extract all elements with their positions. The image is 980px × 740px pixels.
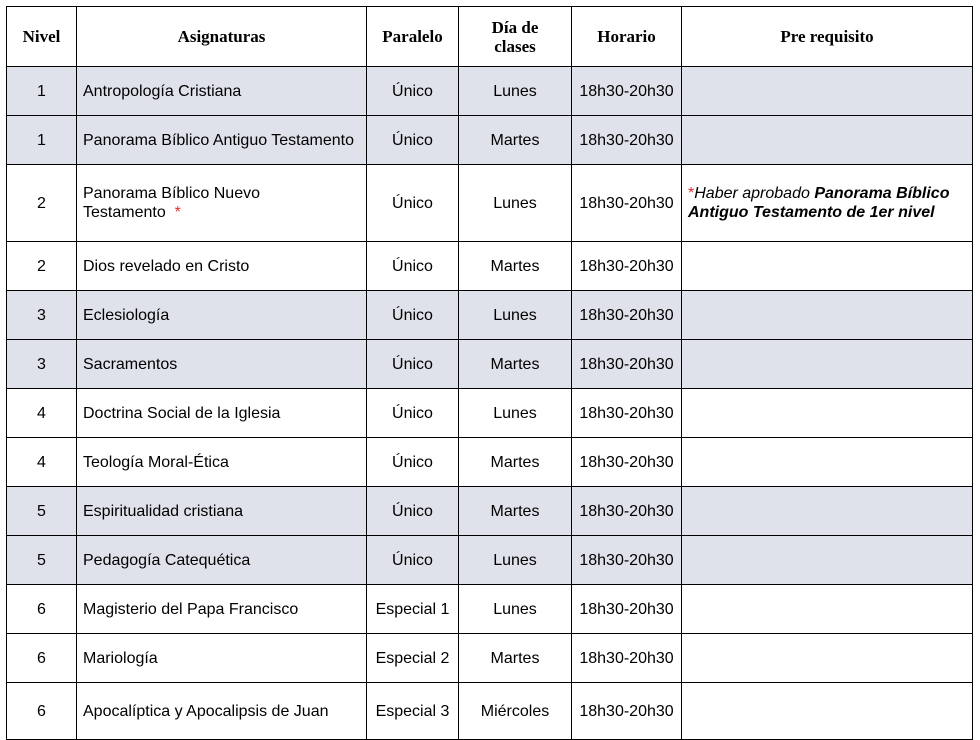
header-prerequisito: Pre requisito [682,7,973,67]
dia-cell: Martes [459,340,572,389]
dia-cell: Lunes [459,536,572,585]
table-row [7,438,973,487]
asignatura-text: Mariología [83,649,158,667]
table-row [7,242,973,291]
paralelo-cell: Único [367,438,459,487]
horario-cell: 18h30-20h30 [572,165,682,242]
nivel-cell: 6 [7,585,77,634]
header-dia-de-clases [459,7,572,67]
asignatura-text: Panorama Bíblico Nuevo Testamento [83,185,260,221]
table-row [7,536,973,585]
nivel-cell: 1 [7,116,77,165]
nivel-cell: 4 [7,438,77,487]
header-row [7,7,973,67]
header-dia-line2: clases [494,36,536,56]
asignatura-cell [77,683,367,740]
dia-cell: Lunes [459,67,572,116]
schedule-table [6,6,973,740]
asignatura-text: Eclesiología [83,306,170,324]
horario-cell: 18h30-20h30 [572,683,682,740]
paralelo-cell: Especial 2 [367,634,459,683]
paralelo-cell: Especial 3 [367,683,459,740]
table-row [7,389,973,438]
asterisk-marker: * [688,185,695,202]
paralelo-cell: Único [367,242,459,291]
nivel-cell: 5 [7,487,77,536]
asignatura-cell [77,389,367,438]
asignatura-text: Teología Moral-Ética [83,453,229,471]
header-paralelo: Paralelo [367,7,459,67]
prerequisito-cell [682,634,973,683]
table-row [7,487,973,536]
prerequisito-course: Panorama Bíblico Antiguo Testamento de 1er nivel [688,185,950,221]
horario-cell: 18h30-20h30 [572,67,682,116]
paralelo-cell: Único [367,67,459,116]
horario-cell: 18h30-20h30 [572,438,682,487]
asignatura-text: Espiritualidad cristiana [83,502,244,520]
table-body [7,67,973,740]
asignatura-text: Magisterio del Papa Francisco [83,600,299,618]
nivel-cell: 5 [7,536,77,585]
nivel-cell: 2 [7,165,77,242]
header-nivel: Nivel [7,7,77,67]
dia-cell: Martes [459,487,572,536]
prerequisito-cell [682,242,973,291]
asterisk-marker: * [174,204,181,221]
asignatura-cell [77,585,367,634]
dia-cell: Lunes [459,291,572,340]
asignatura-cell [77,634,367,683]
paralelo-cell: Único [367,487,459,536]
header-asignaturas: Asignaturas [77,7,367,67]
horario-cell: 18h30-20h30 [572,242,682,291]
horario-cell: 18h30-20h30 [572,291,682,340]
asignatura-text: Pedagogía Catequética [83,551,251,569]
header-horario: Horario [572,7,682,67]
table-row [7,116,973,165]
asignatura-cell [77,438,367,487]
dia-cell: Miércoles [459,683,572,740]
dia-cell: Martes [459,634,572,683]
prerequisito-cell [682,585,973,634]
dia-cell: Martes [459,242,572,291]
table-row [7,165,973,242]
table-row [7,291,973,340]
table-header [7,7,973,67]
horario-cell: 18h30-20h30 [572,389,682,438]
table-row [7,585,973,634]
paralelo-cell: Único [367,165,459,242]
paralelo-cell: Único [367,291,459,340]
table-row [7,340,973,389]
nivel-cell: 6 [7,683,77,740]
asignatura-cell [77,291,367,340]
asignatura-text: Antropología Cristiana [83,82,242,100]
prerequisito-cell [682,340,973,389]
asignatura-text: Doctrina Social de la Iglesia [83,404,281,422]
schedule-wrapper [6,6,973,740]
paralelo-cell: Único [367,389,459,438]
prerequisito-cell [682,116,973,165]
prerequisito-cell [682,536,973,585]
asignatura-cell [77,165,367,242]
dia-cell: Martes [459,116,572,165]
paralelo-cell: Único [367,536,459,585]
nivel-cell: 3 [7,340,77,389]
asignatura-cell [77,242,367,291]
horario-cell: 18h30-20h30 [572,585,682,634]
table-row [7,67,973,116]
asignatura-cell [77,340,367,389]
table-row [7,634,973,683]
prerequisito-cell [682,389,973,438]
prerequisito-cell [682,438,973,487]
asignatura-cell [77,487,367,536]
asignatura-cell [77,67,367,116]
horario-cell: 18h30-20h30 [572,634,682,683]
prerequisito-cell [682,487,973,536]
prerequisito-cell [682,165,973,242]
horario-cell: 18h30-20h30 [572,536,682,585]
prerequisito-prefix: Haber aprobado [694,185,815,202]
nivel-cell: 1 [7,67,77,116]
paralelo-cell: Único [367,340,459,389]
prerequisito-cell [682,67,973,116]
horario-cell: 18h30-20h30 [572,340,682,389]
horario-cell: 18h30-20h30 [572,116,682,165]
prerequisito-cell [682,683,973,740]
asignatura-cell [77,536,367,585]
table-row [7,683,973,740]
paralelo-cell: Único [367,116,459,165]
horario-cell: 18h30-20h30 [572,487,682,536]
asignatura-cell [77,116,367,165]
nivel-cell: 2 [7,242,77,291]
nivel-cell: 3 [7,291,77,340]
dia-cell: Lunes [459,585,572,634]
dia-cell: Lunes [459,389,572,438]
dia-cell: Lunes [459,165,572,242]
paralelo-cell: Especial 1 [367,585,459,634]
asignatura-text: Apocalíptica y Apocalipsis de Juan [83,702,329,720]
prerequisito-cell [682,291,973,340]
nivel-cell: 6 [7,634,77,683]
asignatura-text: Panorama Bíblico Antiguo Testamento [83,131,354,149]
asignatura-text: Dios revelado en Cristo [83,257,250,275]
asignatura-text: Sacramentos [83,355,178,373]
header-dia-line1: Día de [491,17,539,37]
nivel-cell: 4 [7,389,77,438]
dia-cell: Martes [459,438,572,487]
